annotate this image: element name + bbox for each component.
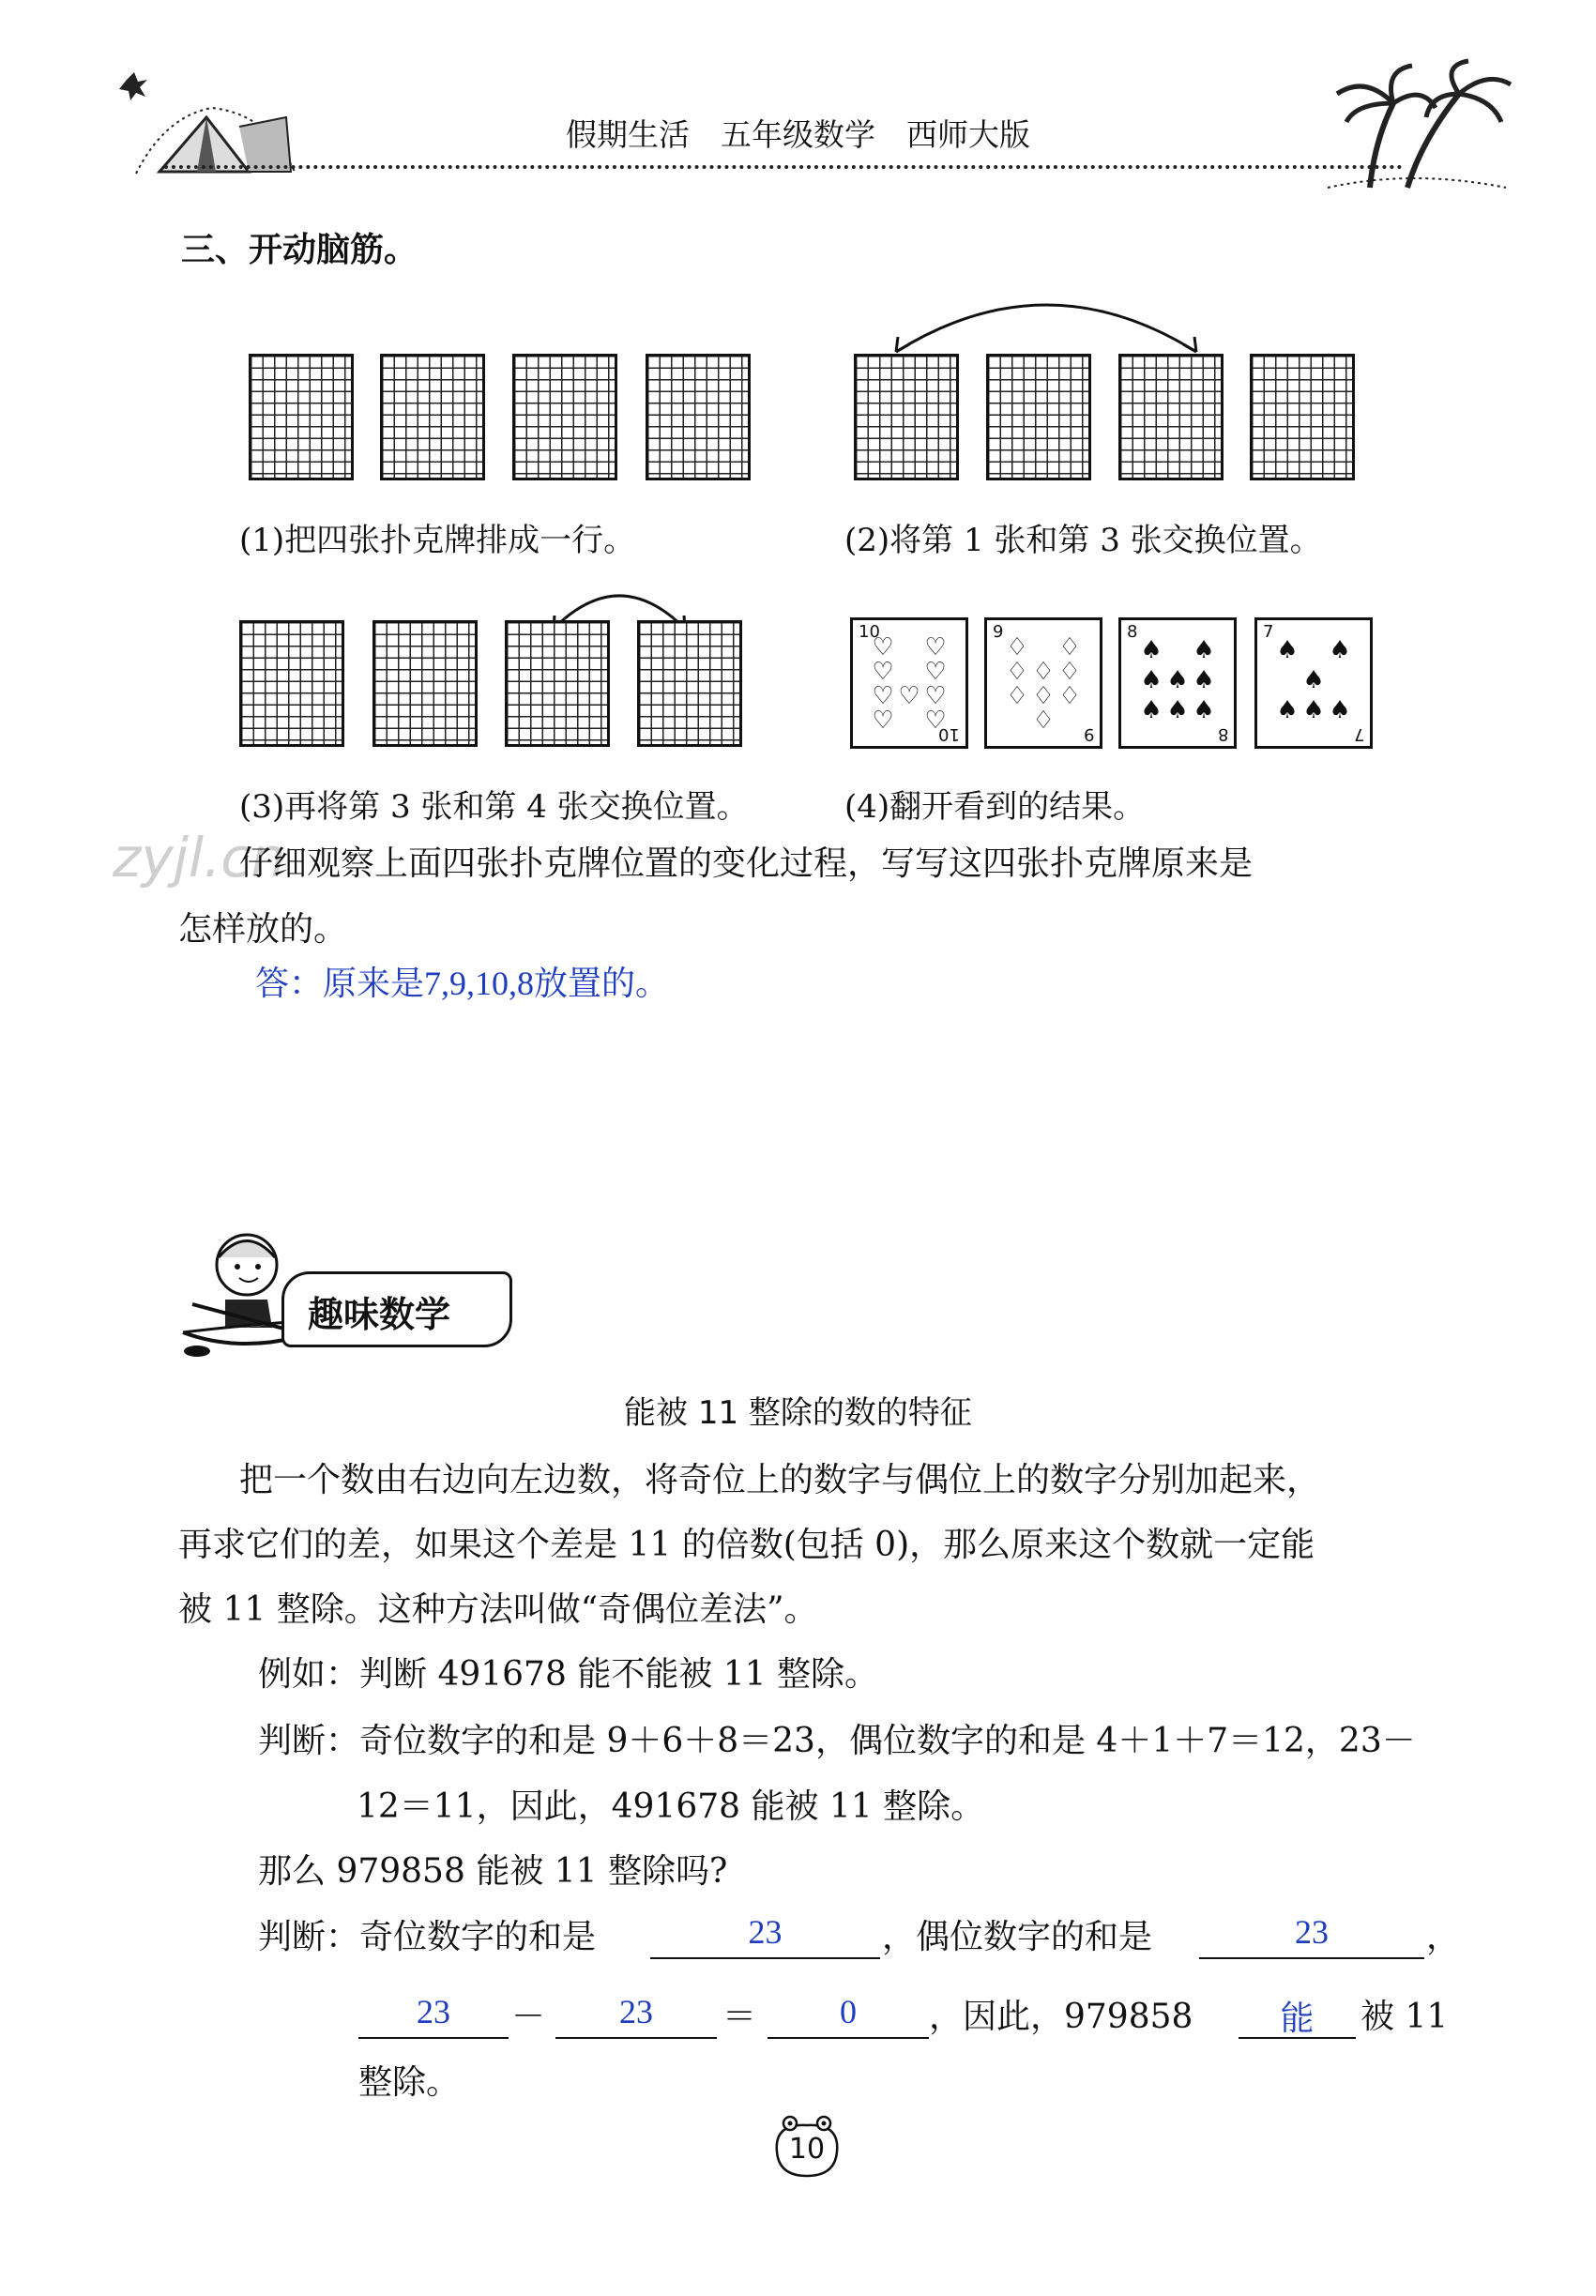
page-number: 10 — [788, 2133, 826, 2166]
caption-step-3: (3)再将第 3 张和第 4 张交换位置。 — [239, 788, 749, 826]
therefore-text: ，因此，979858 — [929, 1998, 1193, 2036]
even-sum-blank[interactable] — [1199, 1912, 1424, 1959]
even-sum-answer: 23 — [1295, 1913, 1329, 1951]
card-back — [372, 620, 478, 747]
card-rank: 9 — [1083, 724, 1094, 744]
paragraph-line-3: 被 11 整除。这种方法叫做“奇偶位差法”。 — [178, 1590, 818, 1629]
answer-text: 答：原来是7,9,10,8放置的。 — [255, 965, 670, 1002]
odd-sum-answer: 23 — [748, 1913, 783, 1951]
swap-arrow-1-3 — [887, 291, 1206, 357]
fun-math-title: 能被 11 整除的数的特征 — [624, 1394, 972, 1432]
page-number-badge — [769, 2114, 844, 2180]
card-rank: 7 — [1353, 724, 1364, 744]
card-pips: ♡ ♡ ♡ ♡ ♡ ♡ ♡ ♡ ♡ — [872, 633, 947, 735]
card-rank: 10 — [859, 622, 880, 642]
card-ten-hearts — [850, 617, 968, 749]
question-979858: 那么 979858 能被 11 整除吗? — [258, 1852, 728, 1891]
minuend-answer: 23 — [417, 1993, 450, 2030]
watermark: zyjl.cn — [113, 826, 286, 890]
card-back — [1118, 354, 1224, 480]
card-back — [512, 354, 617, 480]
card-back — [249, 354, 354, 480]
difference-answer: 0 — [840, 1993, 857, 2030]
can-blank[interactable] — [1239, 1992, 1356, 2039]
card-seven-spades — [1254, 617, 1373, 749]
card-back — [380, 354, 485, 480]
judge-1-line-1: 判断：奇位数字的和是 9＋6＋8＝23，偶位数字的和是 4＋1＋7＝12，23－ — [258, 1722, 1416, 1760]
section-3-title: 三、开动脑筋。 — [181, 231, 418, 269]
card-back — [505, 620, 610, 747]
card-back — [1250, 354, 1355, 480]
paragraph-line-2: 再求它们的差，如果这个差是 11 的倍数(包括 0)，那么原来这个数就一定能 — [178, 1526, 1315, 1564]
card-back — [854, 354, 959, 480]
card-pips: ♢ ♢ ♢ ♢ ♢ ♢ ♢ ♢ ♢ — [1006, 633, 1081, 735]
card-rank: 9 — [993, 622, 1004, 642]
card-eight-spades — [1118, 617, 1237, 749]
caption-step-2: (2)将第 1 张和第 3 张交换位置。 — [844, 522, 1322, 559]
question-line-1: 仔细观察上面四张扑克牌位置的变化过程，写写这四张扑克牌原来是 — [239, 844, 1254, 883]
card-back — [637, 620, 742, 747]
caption-step-4: (4)翻开看到的结果。 — [844, 788, 1146, 826]
card-rank: 10 — [938, 724, 960, 744]
fun-math-badge — [281, 1271, 512, 1347]
card-pips: ♠ ♠ ♠ ♠ ♠ ♠ — [1276, 636, 1351, 724]
odd-sum-blank[interactable] — [650, 1912, 880, 1959]
card-rank: 8 — [1217, 724, 1228, 744]
equals-sign: ＝ — [722, 1998, 757, 2036]
judge-1-line-2: 12＝11，因此，491678 能被 11 整除。 — [357, 1787, 985, 1826]
card-back — [646, 354, 751, 480]
paragraph-line-1: 把一个数由右边向左边数，将奇位上的数字与偶位上的数字分别加起来， — [239, 1461, 1321, 1499]
subtrahend-answer: 23 — [619, 1993, 653, 2030]
example-text: 例如：判断 491678 能不能被 11 整除。 — [258, 1655, 879, 1694]
card-rank: 8 — [1127, 622, 1138, 642]
question-line-2: 怎样放的。 — [178, 910, 348, 949]
card-back — [986, 354, 1091, 480]
judge-2-prefix: 判断：奇位数字的和是 — [258, 1918, 597, 1956]
header-title: 假期生活 五年级数学 西师大版 — [566, 116, 1030, 153]
card-rank: 7 — [1263, 622, 1274, 642]
can-answer: 能 — [1280, 1999, 1315, 2037]
card-pips: ♠ ♠ ♠ ♠ ♠ ♠ ♠ ♠ — [1140, 636, 1215, 724]
card-nine-diamonds — [984, 617, 1102, 749]
end-text: 整除。 — [358, 2063, 461, 2102]
minuend-blank[interactable] — [358, 1992, 509, 2039]
judge-2-mid: ，偶位数字的和是 — [882, 1918, 1153, 1956]
difference-blank[interactable] — [768, 1992, 929, 2039]
caption-step-1: (1)把四张扑克牌排成一行。 — [239, 522, 636, 559]
subtrahend-blank[interactable] — [555, 1992, 717, 2039]
minus-sign: － — [511, 1998, 546, 2036]
judge-2-comma: ， — [1426, 1918, 1461, 1956]
card-back — [239, 620, 344, 747]
header-divider — [164, 165, 1403, 169]
fun-math-badge-text: 趣味数学 — [308, 1294, 451, 1335]
by-11-text: 被 11 — [1360, 1998, 1449, 2036]
